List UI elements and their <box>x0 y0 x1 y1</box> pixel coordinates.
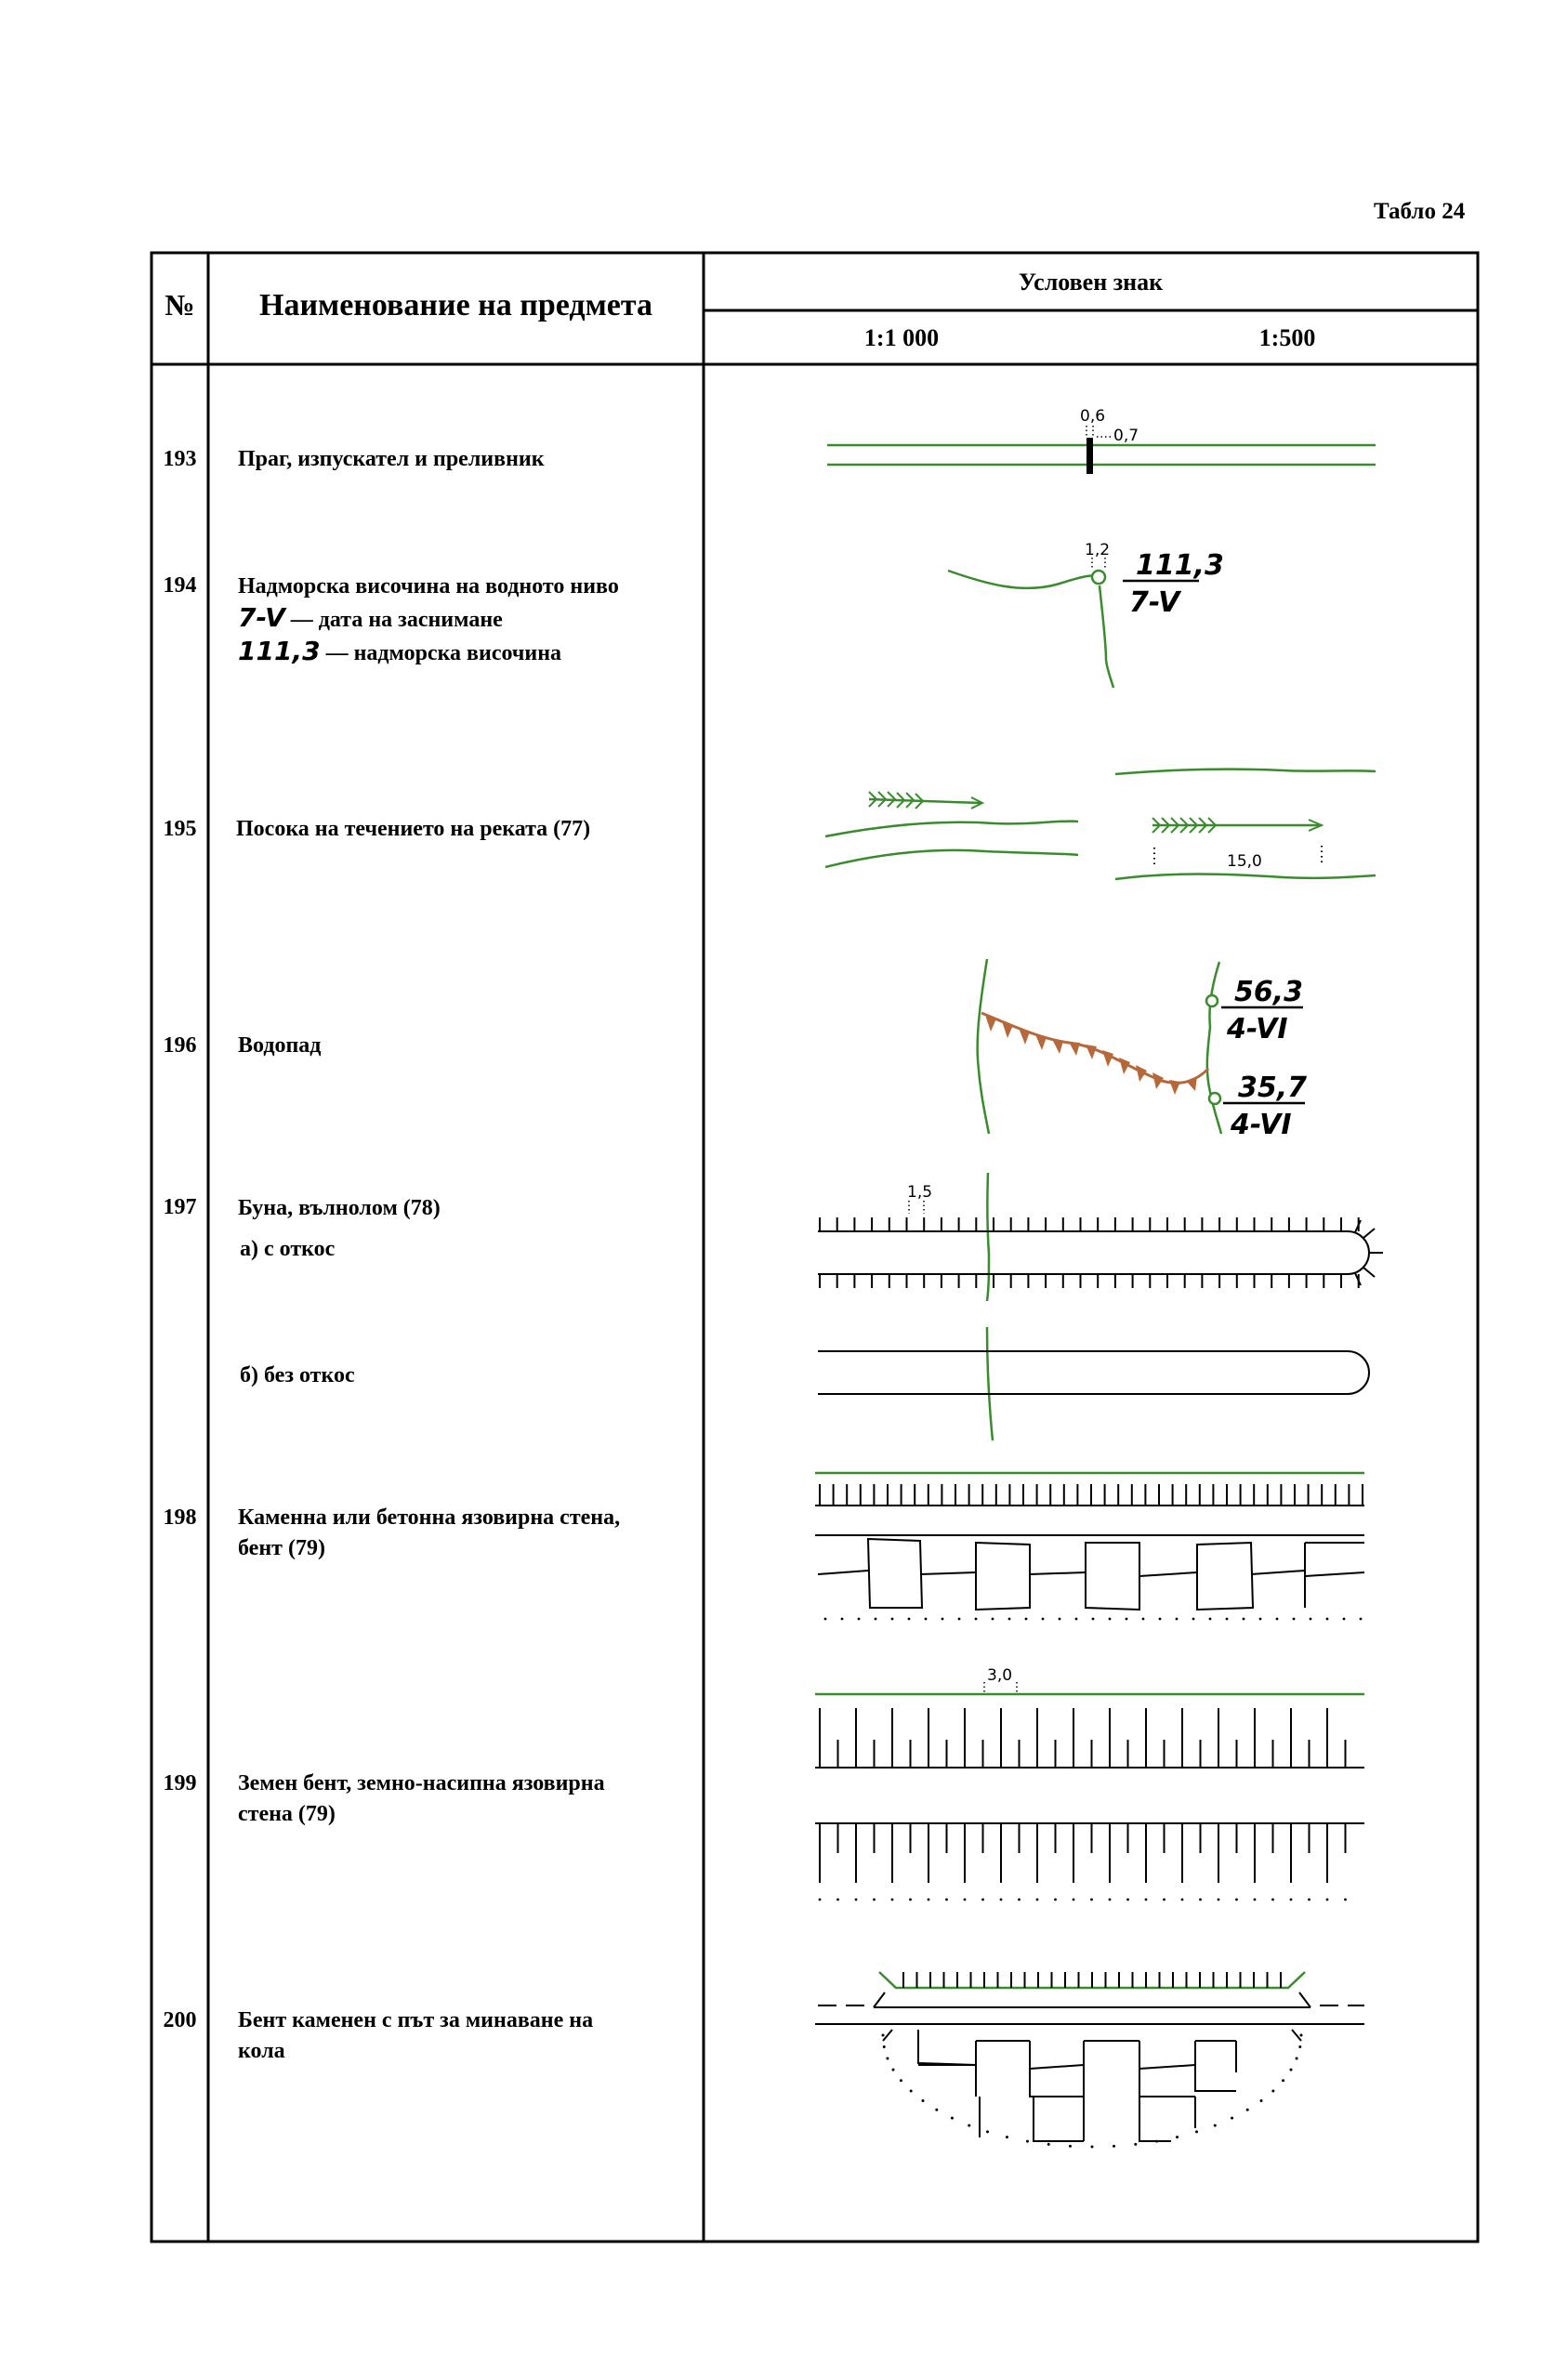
row-number-200: 200 <box>163 2008 197 2032</box>
header-number: № <box>165 288 195 322</box>
row-name-199-line2: стена (79) <box>238 1802 336 1826</box>
row-name-193: Праг, изпускател и преливник <box>238 447 545 471</box>
row-name-198-line1: Каменна или бетонна язовирна стена, <box>238 1506 621 1530</box>
row-number-194: 194 <box>163 573 197 598</box>
label-196-elev-1: 56,3 <box>1234 976 1304 1008</box>
row-name-197: Буна, вълнолом (78) <box>238 1196 441 1220</box>
row-number-198: 198 <box>163 1506 197 1530</box>
row-197-sub-a: а) с откос <box>240 1237 336 1261</box>
legend-elevation-text: надморска височина <box>353 641 562 665</box>
legend-elevation-code: 111,3 <box>238 636 321 666</box>
dim-193-a: 0,6 <box>1080 407 1106 426</box>
dim-194-a: 1,2 <box>1085 541 1111 559</box>
label-194-date: 7-V <box>1129 586 1180 619</box>
label-196-date-2: 4-VI <box>1231 1109 1292 1141</box>
header-sign: Условен знак <box>1018 269 1164 296</box>
row-name-200-line1: Бент каменен с път за минаване на <box>238 2008 594 2032</box>
row-name-200-line2: кола <box>238 2039 285 2063</box>
header-scale-1000: 1:1 000 <box>863 324 940 351</box>
row-number-197: 197 <box>163 1195 197 1219</box>
legend-elevation-dash: — <box>325 641 349 665</box>
header-name: Наименование на предмета <box>259 288 652 322</box>
dim-195-a: 15,0 <box>1227 852 1262 871</box>
row-name-195: Посока на течението на реката (77) <box>236 817 591 841</box>
row-name-198-line2: бент (79) <box>238 1536 325 1560</box>
label-196-elev-2: 35,7 <box>1238 1072 1308 1104</box>
label-196-date-1: 4-VI <box>1227 1013 1288 1045</box>
legend-date-code: 7-V <box>238 602 285 633</box>
row-number-199: 199 <box>163 1771 197 1795</box>
legend-date-text: дата на заснимане <box>318 608 503 632</box>
label-194-elevation: 111,3 <box>1136 549 1224 582</box>
legend-date-dash: — <box>290 608 313 632</box>
dim-199-a: 3,0 <box>987 1666 1013 1685</box>
dim-197-a: 1,5 <box>907 1183 933 1202</box>
row-name-196: Водопад <box>238 1033 322 1058</box>
row-name-194: Надморска височина на водното ниво <box>238 574 619 598</box>
row-197-sub-b: б) без откос <box>240 1363 355 1387</box>
table-label: Табло 24 <box>1374 199 1466 224</box>
row-number-193: 193 <box>163 447 197 471</box>
row-name-199-line1: Земен бент, земно-насипна язовирна <box>238 1771 605 1795</box>
header-scale-500: 1:500 <box>1258 324 1316 351</box>
dim-193-b: 0,7 <box>1113 427 1139 445</box>
row-number-195: 195 <box>163 817 197 841</box>
row-number-196: 196 <box>163 1033 197 1058</box>
